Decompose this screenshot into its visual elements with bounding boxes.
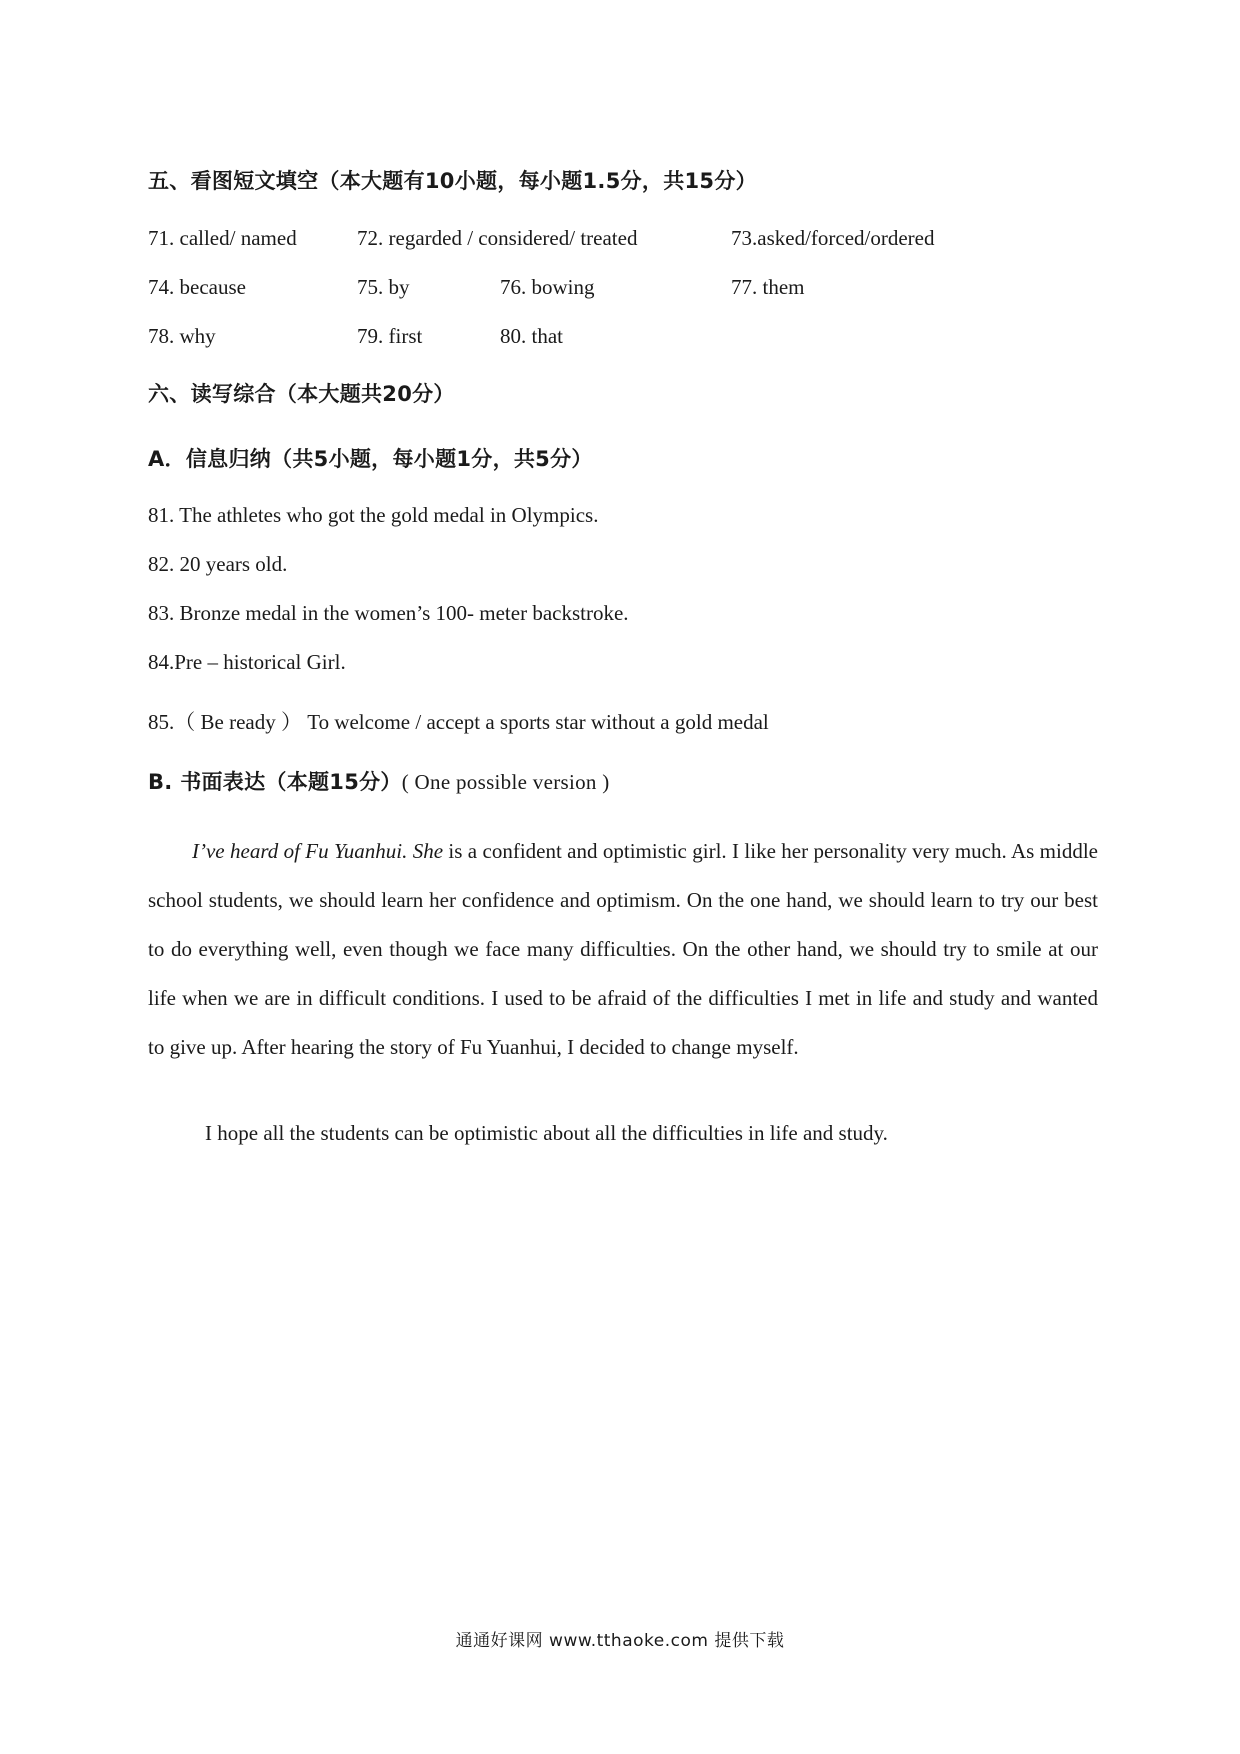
part-b-title <box>148 766 610 796</box>
essay-body: is a confident and optimistic girl. I like her personality very much. As middle school students, we should learn her confidence and optimism. On the one hand, we should learn to try our best to do everything well, even though we face many difficulties. On the other hand, we should try to smile at our life when we are in difficult conditions. I used to be afraid of the difficulties I met in life and study and wanted to give up. After hearing the story of Fu Yuanhui, I decided to change myself. <box>148 839 1098 1059</box>
version-note: ( One possible version ) <box>401 770 610 794</box>
section5-title: 五、看图短文填空（本大题有10小题，每小题1.5分，共15分） <box>148 169 757 193</box>
answer-77: 77. them <box>731 275 805 299</box>
answer-78: 78. why <box>148 324 216 348</box>
answer-83: 83. Bronze medal in the women’s 100- meter backstroke. <box>148 601 629 625</box>
part-b-title-text: B. 书面表达（本题15分） <box>148 770 402 794</box>
answer-75: 75. by <box>357 275 410 299</box>
answer-73: 73.asked/forced/ordered <box>731 226 935 250</box>
section6-title: 六、读写综合（本大题共20分） <box>148 382 455 406</box>
answer-row <box>0 275 1240 305</box>
answer-81: 81. The athletes who got the gold medal in Olympics. <box>148 503 599 527</box>
answer-84: 84.Pre – historical Girl. <box>148 650 346 674</box>
answer-row <box>0 226 1240 256</box>
answer-85: 85.（ Be ready ） To welcome / accept a sports star without a gold medal <box>148 710 769 734</box>
answer-74: 74. because <box>148 275 246 299</box>
answer-82: 82. 20 years old. <box>148 552 288 576</box>
answer-row <box>0 324 1240 354</box>
essay-paragraph <box>148 827 1098 1072</box>
footer-text: 通通好课网 www.tthaoke.com 提供下载 <box>455 1631 785 1651</box>
answer-80: 80. that <box>500 324 563 348</box>
answer-76: 76. bowing <box>500 275 595 299</box>
answer-79: 79. first <box>357 324 423 348</box>
part-a-title: A．信息归纳（共5小题，每小题1分，共5分） <box>148 447 593 471</box>
essay-closing-paragraph: I hope all the students can be optimistic about all the difficulties in life and study. <box>205 1121 888 1145</box>
answer-72: 72. regarded / considered/ treated <box>357 226 638 250</box>
essay-italic-opening: I’ve heard of Fu Yuanhui. She <box>192 839 444 863</box>
answer-71: 71. called/ named <box>148 226 297 250</box>
